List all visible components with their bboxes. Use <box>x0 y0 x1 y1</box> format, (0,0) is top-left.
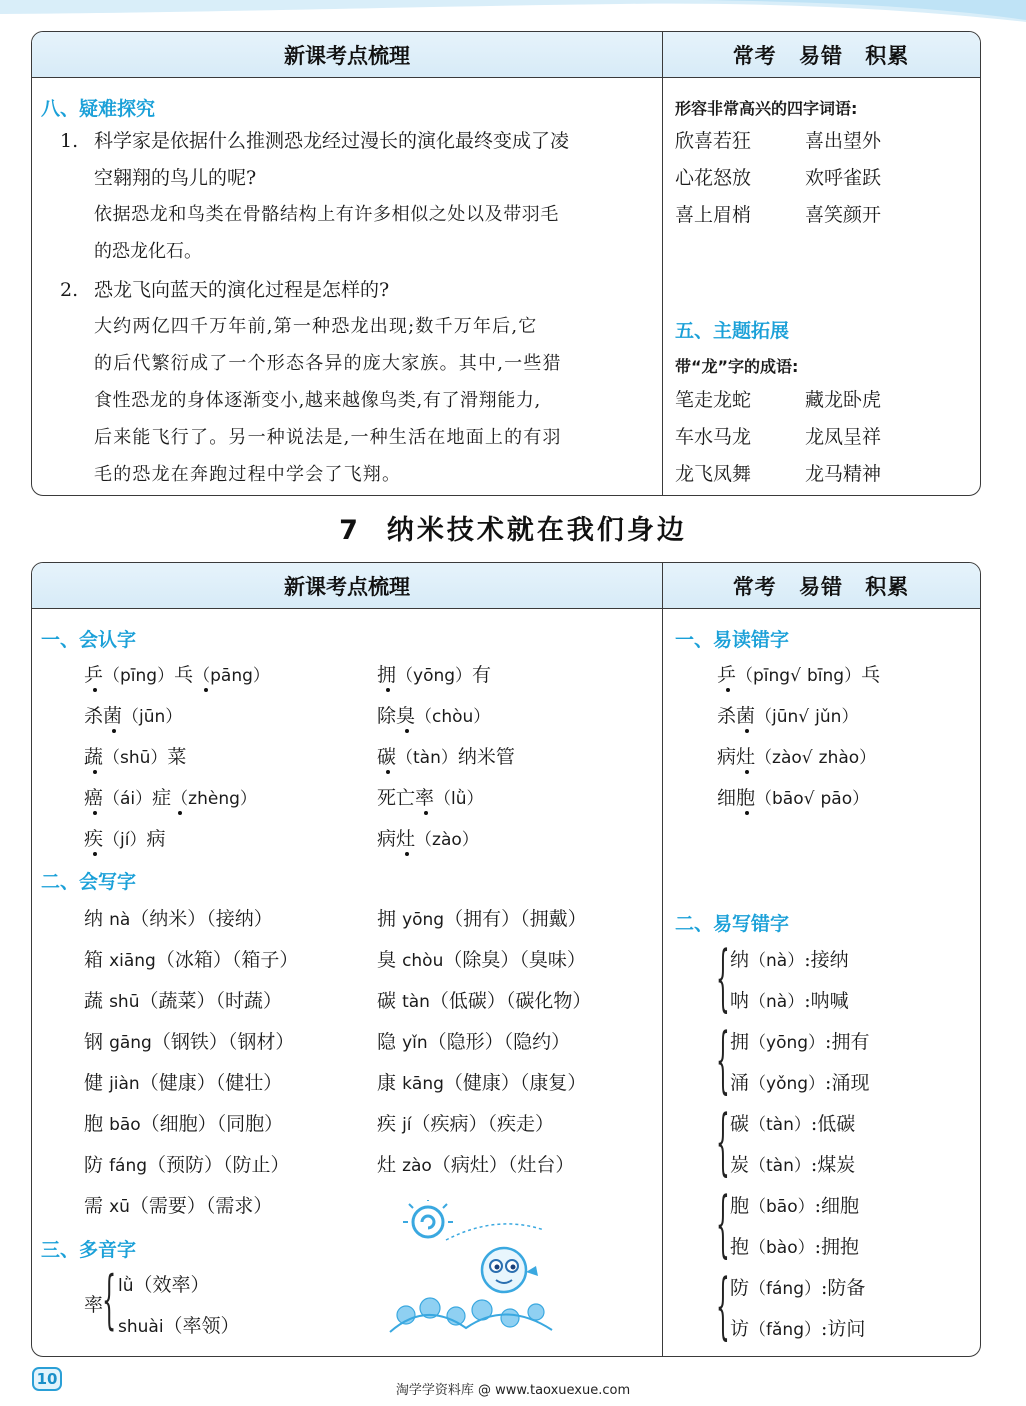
idiom: 喜上眉梢 <box>675 204 752 226</box>
char: 除臭 <box>377 705 416 727</box>
char: 疾 <box>84 828 104 850</box>
miswrite-item <box>730 1074 869 1093</box>
header-right-title: 常考 易错 积累 <box>732 44 910 68</box>
miswrite-item <box>730 1115 855 1134</box>
column-divider <box>662 563 663 1356</box>
emphasis-dot <box>93 852 97 856</box>
pinyin-wrong: jǔn） <box>815 707 859 727</box>
pinyin: kāng <box>402 1074 444 1094</box>
pinyin: （nà） <box>749 992 805 1012</box>
pinyin: （fǎng） <box>749 1320 821 1340</box>
pinyin: zào <box>402 1156 432 1176</box>
question-number: 2. <box>60 279 79 301</box>
miswrite-item <box>730 992 849 1011</box>
misread-item <box>717 666 880 685</box>
char: 纳 <box>730 949 750 971</box>
pinyin: （shū） <box>103 748 168 768</box>
answer-text: 食性恐龙的身体逐渐变小,越来越像鸟类,有了滑翔能力, <box>94 390 541 411</box>
emphasis-dot <box>726 688 730 692</box>
box-header <box>32 32 980 78</box>
word: :接纳 <box>804 949 849 971</box>
header-right-title: 常考 易错 积累 <box>732 575 910 599</box>
write-item <box>84 1197 272 1216</box>
idiom: 龙凤呈祥 <box>805 426 882 448</box>
char: 杀菌 <box>717 705 756 727</box>
pinyin: tàn <box>402 992 430 1012</box>
recognize-item <box>377 707 490 726</box>
word: :呐喊 <box>804 990 849 1012</box>
char: 钢 <box>84 1031 104 1053</box>
char: 臭 <box>377 949 397 971</box>
emphasis-dot <box>745 770 749 774</box>
miswrite-item <box>730 951 849 970</box>
header-left-title: 新课考点梳理 <box>284 44 410 68</box>
pinyin: （jūn） <box>122 707 183 727</box>
write-item <box>84 992 282 1011</box>
right-column-label: 带“龙”字的成语: <box>675 357 799 376</box>
pinyin: （yǒng） <box>749 1074 826 1094</box>
pinyin: xiāng <box>109 951 156 971</box>
recognize-item <box>84 830 165 849</box>
emphasis-dot <box>93 811 97 815</box>
char: 蔬 <box>84 746 104 768</box>
char: 呐 <box>730 990 750 1012</box>
char: 纳米管 <box>457 746 515 768</box>
char: 蔬 <box>84 990 104 1012</box>
miswrite-item <box>730 1279 865 1298</box>
char: 症 <box>152 787 172 809</box>
idiom: 欣喜若狂 <box>675 130 752 152</box>
word: :访问 <box>820 1318 866 1340</box>
char: 碳 <box>377 990 397 1012</box>
emphasis-dot <box>112 729 116 733</box>
recognize-item <box>84 789 257 808</box>
char: 有 <box>472 664 492 686</box>
brace: { <box>716 1099 730 1183</box>
cartoon-illustration <box>386 1200 556 1335</box>
word: :涌现 <box>825 1072 870 1094</box>
words: （健康）（健壮） <box>139 1072 283 1094</box>
char: 乓 <box>174 664 194 686</box>
question-text: 科学家是依据什么推测恐龙经过漫长的演化最终变成了凌 <box>94 130 570 152</box>
idiom: 喜出望外 <box>805 130 882 152</box>
char: 疾 <box>377 1113 397 1135</box>
write-item <box>84 1156 290 1175</box>
pinyin: jí <box>402 1115 412 1135</box>
emphasis-dot <box>745 729 749 733</box>
question-number: 1. <box>60 130 79 152</box>
char: 杀菌 <box>84 705 123 727</box>
question-text: 恐龙飞向蓝天的演化过程是怎样的? <box>94 279 390 301</box>
answer-text: 的后代繁衍成了一个形态各异的庞大家族。其中,一些猎 <box>94 353 562 374</box>
write-item <box>377 992 591 1011</box>
words: （除臭）（臭味） <box>443 949 586 971</box>
char: 拥 <box>730 1031 750 1053</box>
pinyin-correct: （jūn√ <box>755 707 810 727</box>
pinyin: （yōng） <box>749 1033 826 1053</box>
words: （效率） <box>133 1274 210 1296</box>
pinyin-wrong: zhào） <box>818 748 877 768</box>
idiom: 车水马龙 <box>675 426 752 448</box>
misread-item <box>717 748 876 767</box>
write-item <box>377 910 587 929</box>
brace: { <box>716 1181 730 1265</box>
recognize-item <box>377 830 479 849</box>
idiom: 龙马精神 <box>805 463 882 485</box>
pinyin: （tàn） <box>749 1156 811 1176</box>
idiom: 龙飞凤舞 <box>675 463 752 485</box>
char: 防 <box>730 1277 750 1299</box>
recognize-item <box>84 707 182 726</box>
pinyin-correct: （pīng√ <box>736 666 801 686</box>
question-text: 空翱翔的鸟儿的呢? <box>94 167 257 189</box>
pinyin: （zào） <box>415 830 479 850</box>
words: （钢铁）（钢材） <box>151 1031 295 1053</box>
recognize-item <box>377 666 491 685</box>
words: （低碳）（碳化物） <box>429 990 592 1012</box>
pinyin: （fáng） <box>749 1279 821 1299</box>
pinyin: jiàn <box>109 1074 140 1094</box>
words: （纳米）（接纳） <box>130 908 273 930</box>
answer-text: 后来能飞行了。另一种说法是,一种生活在地面上的有羽 <box>94 427 562 448</box>
recognize-item <box>377 748 515 767</box>
char: 纳 <box>84 908 104 930</box>
words: （预防）（防止） <box>147 1154 290 1176</box>
words: （细胞）（同胞） <box>140 1113 284 1135</box>
write-item <box>377 1033 570 1052</box>
words: （需要）（需求） <box>129 1195 273 1217</box>
polyphonic-item <box>118 1276 210 1295</box>
pinyin: bāo <box>109 1115 141 1135</box>
idiom: 藏龙卧虎 <box>805 389 882 411</box>
box-header <box>32 563 980 609</box>
review-box-top <box>31 31 981 496</box>
section-title-theme-expansion: 五、主题拓展 <box>675 320 790 342</box>
pinyin: （bāo） <box>749 1197 815 1217</box>
column-divider <box>662 32 663 495</box>
pinyin: （zhèng） <box>171 789 257 809</box>
pinyin: shū <box>109 992 140 1012</box>
pinyin: （jí） <box>103 830 147 850</box>
miswrite-item <box>730 1197 859 1216</box>
char: 乓 <box>861 664 881 686</box>
brace: { <box>102 1263 117 1337</box>
char: 箱 <box>84 949 104 971</box>
idiom: 欢呼雀跃 <box>805 167 882 189</box>
pinyin: lǜ <box>118 1276 134 1296</box>
char: 抱 <box>730 1236 750 1258</box>
emphasis-dot <box>386 770 390 774</box>
char: 病灶 <box>717 746 756 768</box>
char: 防 <box>84 1154 104 1176</box>
pinyin: （pīng） <box>103 666 175 686</box>
right-column-label: 形容非常高兴的四字词语: <box>675 99 858 118</box>
pinyin: fáng <box>109 1156 148 1176</box>
idiom: 笔走龙蛇 <box>675 389 752 411</box>
brace: { <box>716 1017 730 1101</box>
emphasis-dot <box>386 688 390 692</box>
pinyin: （pāng） <box>193 666 270 686</box>
header-left-title: 新课考点梳理 <box>284 575 410 599</box>
write-item <box>377 1156 574 1175</box>
pinyin: （yōng） <box>396 666 473 686</box>
section-title-miswrite: 二、易写错字 <box>675 913 790 935</box>
pinyin: （tàn） <box>749 1115 811 1135</box>
words: （率领） <box>163 1315 240 1337</box>
section-title-misread: 一、易读错字 <box>675 629 790 651</box>
write-item <box>377 951 586 970</box>
emphasis-dot <box>405 852 409 856</box>
char: 癌 <box>84 787 104 809</box>
words: （冰箱）（箱子） <box>155 949 299 971</box>
miswrite-item <box>730 1320 865 1339</box>
emphasis-dot <box>93 770 97 774</box>
char: 菜 <box>167 746 187 768</box>
word: :低碳 <box>810 1113 856 1135</box>
char: 乒 <box>717 664 737 686</box>
char: 炭 <box>730 1154 750 1176</box>
pinyin: shuài <box>118 1317 164 1337</box>
char: 碳 <box>377 746 397 768</box>
pinyin-correct: （zào√ <box>755 748 813 768</box>
emphasis-dot <box>204 688 208 692</box>
char: 死亡率 <box>377 787 435 809</box>
miswrite-item <box>730 1033 869 1052</box>
write-item <box>377 1115 554 1134</box>
char: 乒 <box>84 664 104 686</box>
char: 拥 <box>377 664 397 686</box>
section-title-recognize-characters: 一、会认字 <box>41 629 137 651</box>
answer-text: 的恐龙化石。 <box>94 241 202 262</box>
emphasis-dot <box>424 811 428 815</box>
char: 涌 <box>730 1072 750 1094</box>
char: 胞 <box>730 1195 750 1217</box>
misread-item <box>717 707 858 726</box>
pinyin: （chòu） <box>415 707 491 727</box>
word: :拥抱 <box>814 1236 860 1258</box>
pinyin: （bào） <box>749 1238 815 1258</box>
pinyin: （lǜ） <box>434 789 484 809</box>
brace: { <box>716 935 730 1019</box>
words: （疾病）（疾走） <box>411 1113 555 1135</box>
char: 碳 <box>730 1113 750 1135</box>
answer-text: 依据恐龙和鸟类在骨骼结构上有许多相似之处以及带羽毛 <box>94 204 559 225</box>
section-title-difficult-questions: 八、疑难探究 <box>41 98 156 120</box>
idiom: 心花怒放 <box>675 167 752 189</box>
char: 隐 <box>377 1031 397 1053</box>
write-item <box>84 951 298 970</box>
recognize-item <box>377 789 484 808</box>
word: :拥有 <box>825 1031 870 1053</box>
lesson-name: 纳米技术就在我们身边 <box>386 515 687 546</box>
char: 健 <box>84 1072 104 1094</box>
lesson-number: 7 <box>339 515 361 546</box>
pinyin: gāng <box>109 1033 152 1053</box>
words: （隐形）（隐约） <box>427 1031 571 1053</box>
pinyin-correct: （bāo√ <box>755 789 815 809</box>
pinyin: （tàn） <box>396 748 458 768</box>
word: :防备 <box>820 1277 866 1299</box>
words: （健康）（康复） <box>443 1072 587 1094</box>
write-item <box>84 1033 294 1052</box>
pinyin-wrong: bīng） <box>806 666 862 686</box>
char: 胞 <box>84 1113 104 1135</box>
idiom: 喜笑颜开 <box>805 204 882 226</box>
polyphonic-item <box>118 1317 240 1336</box>
pinyin: xū <box>109 1197 130 1217</box>
pinyin: （ái） <box>103 789 153 809</box>
char: 病 <box>146 828 166 850</box>
section-title-write-characters: 二、会写字 <box>41 871 137 893</box>
pinyin: nà <box>109 910 131 930</box>
char: 灶 <box>377 1154 397 1176</box>
polyphonic-char: 率 <box>84 1294 104 1316</box>
pinyin: yōng <box>402 910 445 930</box>
emphasis-dot <box>178 811 182 815</box>
char: 康 <box>377 1072 397 1094</box>
char: 细胞 <box>717 787 756 809</box>
char: 拥 <box>377 908 397 930</box>
emphasis-dot <box>745 811 749 815</box>
recognize-item <box>84 748 186 767</box>
words: （蔬菜）（时蔬） <box>139 990 282 1012</box>
misread-item <box>717 789 869 808</box>
recognize-item <box>84 666 270 685</box>
footer-text: 淘学学资料库 @ www.taoxuexue.com <box>395 1383 631 1398</box>
pinyin: yǐn <box>402 1033 428 1053</box>
char: 病灶 <box>377 828 416 850</box>
write-item <box>84 1074 282 1093</box>
char: 需 <box>84 1195 104 1217</box>
word: :煤炭 <box>810 1154 856 1176</box>
pinyin-wrong: pāo） <box>820 789 870 809</box>
answer-text: 大约两亿四千万年前,第一种恐龙出现;数千万年后,它 <box>94 316 538 337</box>
lesson-title <box>0 508 1026 547</box>
word: :细胞 <box>814 1195 860 1217</box>
pinyin: （nà） <box>749 951 805 971</box>
section-title-polyphonic: 三、多音字 <box>41 1239 137 1261</box>
emphasis-dot <box>405 729 409 733</box>
page-number: 10 <box>32 1367 62 1391</box>
emphasis-dot <box>93 688 97 692</box>
char: 访 <box>730 1318 750 1340</box>
miswrite-item <box>730 1156 855 1175</box>
miswrite-item <box>730 1238 859 1257</box>
write-item <box>84 1115 283 1134</box>
words: （病灶）（灶台） <box>431 1154 575 1176</box>
brace: { <box>716 1263 730 1347</box>
words: （拥有）（拥戴） <box>444 908 587 930</box>
answer-text: 毛的恐龙在奔跑过程中学会了飞翔。 <box>94 464 402 485</box>
pinyin: chòu <box>402 951 444 971</box>
write-item <box>377 1074 586 1093</box>
write-item <box>84 910 273 929</box>
